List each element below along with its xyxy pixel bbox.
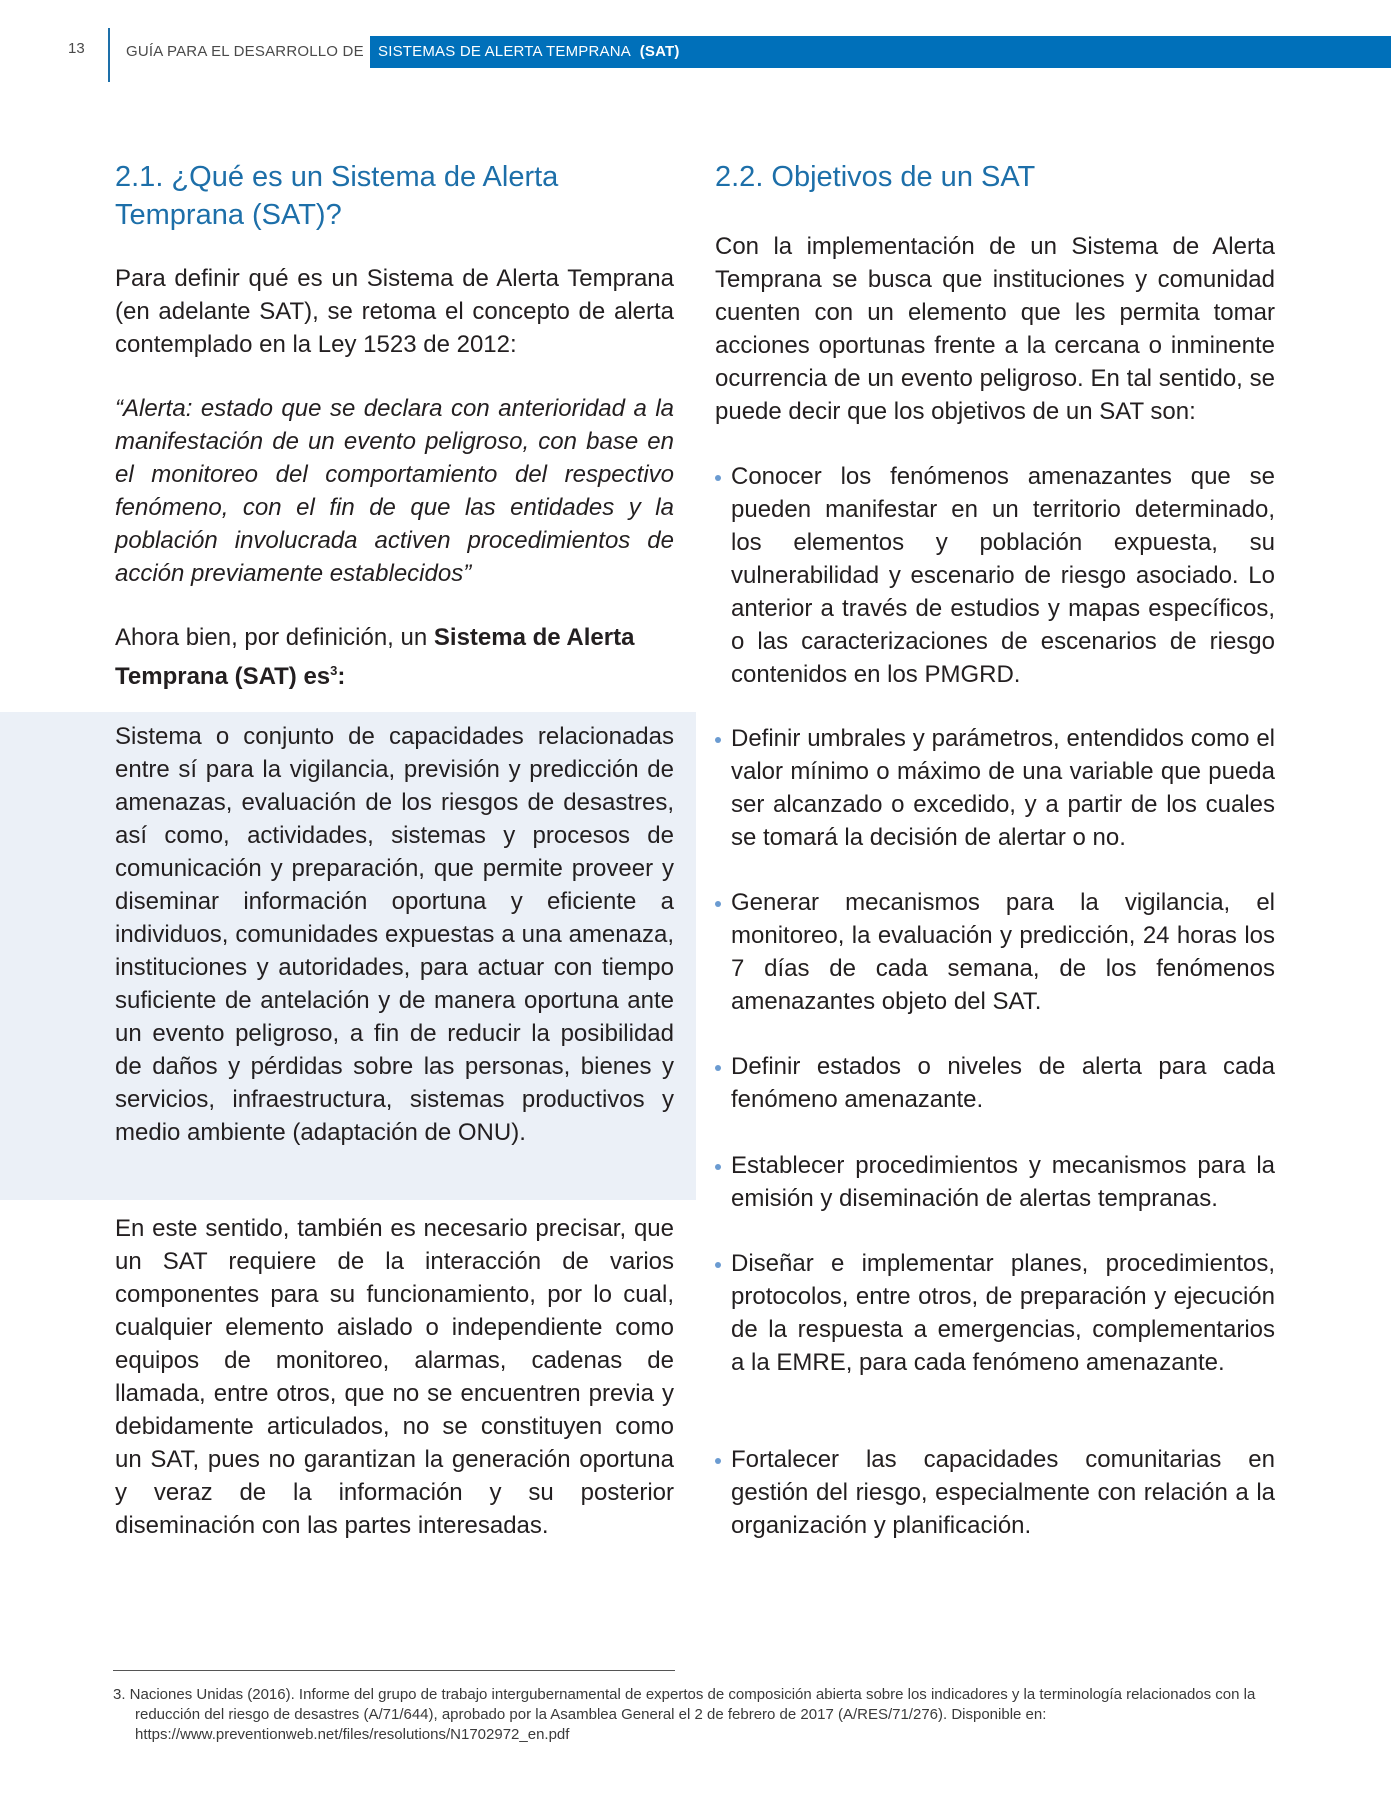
objectives-list [715, 1050, 1275, 1116]
section-2-1 [115, 158, 674, 234]
list-item [715, 1247, 1275, 1379]
objectives-intro-container [715, 230, 1275, 428]
objectives-list [715, 1443, 1275, 1542]
footnote-divider [113, 1670, 675, 1671]
objectives-list [715, 1149, 1275, 1215]
law-quote: “Alerta: estado que se declara con anterioridad a la manifestación de un evento peligroso, con base en el monitoreo del comportamiento del respectivo fenómeno, con el fin de que las entidades y la población involucrada activen procedimientos de acción previamente establecidos” [115, 395, 674, 587]
objective-text: Generar mecanismos para la vigilancia, el monitoreo, la evaluación y predicción, 24 horas los 7 días de cada semana, de los fenómenos amenazantes objeto del SAT. [731, 889, 1275, 1015]
section-2-2 [715, 158, 1275, 196]
header-title-bar [370, 36, 1391, 68]
bullet-icon [715, 1458, 721, 1464]
header-title: SISTEMAS DE ALERTA TEMPRANA [378, 43, 631, 60]
objective-text: Definir umbrales y parámetros, entendidos como el valor mínimo o máximo de una variable que pueda ser alcanzado o excedido, y a partir de los cuales se tomará la decisión de alertar o no. [731, 725, 1275, 851]
objective-text: Fortalecer las capacidades comunitarias en gestión del riesgo, especialmente con relación a la organización y planificación. [731, 1446, 1275, 1539]
bullet-icon [715, 901, 721, 907]
objectives-list [715, 722, 1275, 854]
closing-paragraph: En este sentido, también es necesario precisar, que un SAT requiere de la interacción de varios componentes para su funcionamiento, por lo cual, cualquier elemento aislado o independiente como equipos de monitoreo, alarmas, cadenas de llamada, entre otros, que no se encuentren previa y debidamente articulados, no se constituyen como un SAT, pues no garantizan la generación oportuna y veraz de la información y su posterior diseminación con las partes interesadas. [115, 1215, 674, 1539]
intro-paragraph: Para definir qué es un Sistema de Alerta Temprana (en adelante SAT), se retoma el concepto de alerta contemplado en la Ley 1523 de 2012: [115, 265, 674, 358]
header-title-bold: (SAT) [639, 43, 680, 60]
list-item [715, 886, 1275, 1018]
definition-lead-bold: Sistema de Alerta Temprana (SAT) es [115, 624, 635, 690]
objective-text: Conocer los fenómenos amenazantes que se pueden manifestar en un territorio determinado, los elementos y población expuesta, su vulnerabilidad y escenario de riesgo asociado. Lo anterior a través de estudios y mapas específicos, o las caracterizaciones de escenarios de riesgo contenidos en los PMGRD. [731, 463, 1275, 688]
footnote: 3. Naciones Unidas (2016). Informe del grupo de trabajo intergubernamental de expertos de composición abierta sobre los indicadores y la terminología relacionados con la reducción del riesgo de desastres (A/71/644), aprobado por la Asamblea General el 2 de febrero de 2017 (A/RES/71/276). Disponible en: https://www.preventionweb.net/files/resolutions/N1702972_en.pdf [113, 1686, 1256, 1743]
section-heading: 2.2. Objetivos de un SAT [715, 161, 1036, 193]
list-item [715, 460, 1275, 691]
objectives-list [715, 886, 1275, 1018]
definition-lead-text: Ahora bien, por definición, un [115, 624, 434, 651]
list-item [715, 1149, 1275, 1215]
bullet-icon [715, 475, 721, 481]
page-number: 13 [68, 40, 85, 57]
bullet-icon [715, 1065, 721, 1071]
list-item [715, 722, 1275, 854]
section-heading: 2.1. ¿Qué es un Sistema de Alerta Temprana (SAT)? [115, 161, 559, 231]
bullet-icon [715, 1262, 721, 1268]
list-item [715, 1050, 1275, 1116]
objective-text: Establecer procedimientos y mecanismos para la emisión y diseminación de alertas tempranas. [731, 1152, 1275, 1212]
footnote-ref[interactable]: 3 [330, 663, 338, 678]
definition-box [115, 720, 674, 1149]
header-divider [108, 28, 110, 82]
definition-lead-container [115, 621, 674, 693]
definition-colon: : [337, 663, 346, 690]
list-item [715, 1443, 1275, 1542]
objectives-list [715, 460, 1275, 691]
objective-text: Diseñar e implementar planes, procedimientos, protocolos, entre otros, de preparación y ejecución de la respuesta a emergencias, complementarios a la EMRE, para cada fenómeno amenazante. [731, 1250, 1275, 1376]
guide-label: GUÍA PARA EL DESARROLLO DE [126, 43, 364, 60]
definition-lead [115, 621, 674, 693]
bullet-icon [715, 1164, 721, 1170]
quote-container [115, 392, 674, 590]
objectives-intro: Con la implementación de un Sistema de Alerta Temprana se busca que instituciones y comunidad cuenten con un elemento que les permita tomar acciones oportunas frente a la cercana o inminente ocurrencia de un evento peligroso. En tal sentido, se puede decir que los objetivos de un SAT son: [715, 233, 1275, 425]
intro-paragraph-container [115, 262, 674, 361]
closing-container [115, 1212, 674, 1542]
bullet-icon [715, 737, 721, 743]
objectives-list [715, 1247, 1275, 1379]
objective-text: Definir estados o niveles de alerta para cada fenómeno amenazante. [731, 1053, 1275, 1113]
definition-text: Sistema o conjunto de capacidades relacionadas entre sí para la vigilancia, previsión y predicción de amenazas, evaluación de los riesgos de desastres, así como, actividades, sistemas y procesos de comunicación y preparación, que permite proveer y diseminar información oportuna y eficiente a individuos, comunidades expuestas a una amenaza, instituciones y autoridades, para actuar con tiempo suficiente de antelación y de manera oportuna ante un evento peligroso, a fin de reducir la posibilidad de daños y pérdidas sobre las personas, bienes y servicios, infraestructura, sistemas productivos y medio ambiente (adaptación de ONU). [115, 723, 674, 1146]
